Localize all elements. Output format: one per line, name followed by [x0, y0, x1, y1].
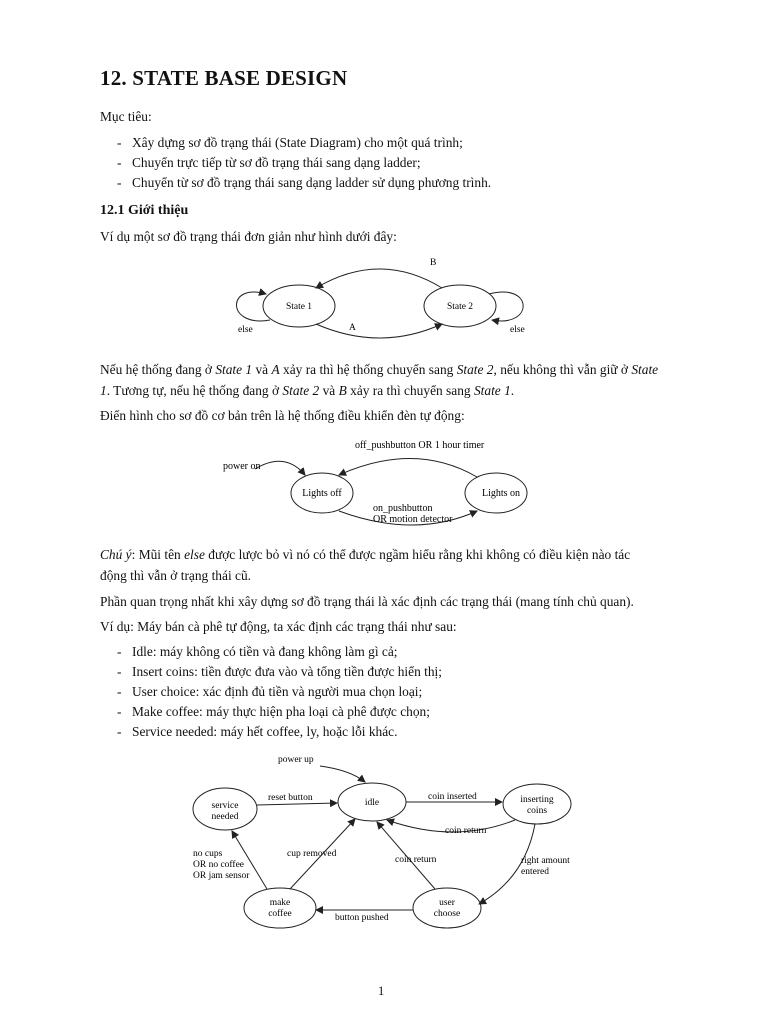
- states-list: [100, 642, 442, 742]
- list-item: - User choice: xác định đủ tiền và người mua chọn loại;: [117, 684, 423, 699]
- section-heading: 12.1 Giới thiệu: [100, 203, 189, 218]
- button-pushed-label: button pushed: [335, 913, 389, 923]
- no-cups-label-1: no cups: [193, 849, 223, 859]
- state1-label: State 1: [285, 302, 313, 312]
- list-item: - Insert coins: tiền được đưa vào và tổng tiền được hiển thị;: [117, 664, 442, 679]
- inserting-label-2: coins: [526, 806, 548, 816]
- chapter-title: 12. STATE BASE DESIGN: [100, 66, 348, 90]
- objectives-list: [100, 133, 491, 193]
- bottom-edge-label-1: on_pushbutton: [373, 503, 433, 514]
- edge-b: [316, 269, 442, 288]
- edge-a: [316, 324, 442, 338]
- else-left-label: else: [238, 325, 253, 335]
- user-label-2: choose: [433, 909, 461, 919]
- lights-intro-paragraph: Điển hình cho sơ đồ cơ bản trên là hệ thống điều khiển đèn tự động:: [100, 408, 465, 423]
- coin-inserted-label: coin inserted: [428, 792, 477, 802]
- edge-b-label: B: [430, 258, 437, 268]
- page-number: 1: [378, 984, 385, 998]
- no-cups-label-2: OR no coffee: [193, 860, 245, 870]
- list-item: - Service needed: máy hết coffee, ly, hoặc lỗi khác.: [117, 724, 398, 739]
- bottom-edge-label-2: OR motion detector: [373, 514, 453, 525]
- right-amount-label-2: entered: [521, 867, 549, 877]
- no-cups-label-3: OR jam sensor: [193, 871, 250, 881]
- reset-button-label: reset button: [268, 793, 313, 803]
- coin-return-label-1: coin return: [445, 826, 487, 836]
- coin-return-label-2: coin return: [395, 855, 437, 865]
- cup-removed-label: cup removed: [287, 849, 337, 859]
- list-item: - Chuyển từ sơ đồ trạng thái sang dạng ladder sử dụng phương trình.: [117, 175, 492, 190]
- self-loop-left: [236, 292, 270, 321]
- list-item: - Xây dựng sơ đồ trạng thái (State Diagram) cho một quá trình;: [117, 135, 463, 150]
- power-on-arrow: [255, 461, 305, 475]
- power-up-arrow: [320, 766, 365, 782]
- power-up-label: power up: [278, 755, 314, 765]
- lights-on-label: Lights on: [481, 488, 521, 499]
- lights-off-label: Lights off: [302, 488, 342, 499]
- reset-button-edge: [257, 803, 337, 805]
- inserting-label-1: inserting: [520, 795, 554, 805]
- coffee-machine-state-diagram: [185, 748, 585, 938]
- else-right-label: else: [510, 325, 525, 335]
- make-label-1: make: [269, 898, 291, 908]
- power-on-label: power on: [223, 461, 261, 472]
- list-item: - Make coffee: máy thực hiện pha loại cà phê được chọn;: [117, 704, 430, 719]
- state2-label: State 2: [446, 302, 474, 312]
- intro-paragraph: Ví dụ một sơ đồ trạng thái đơn giản như hình dưới đây:: [100, 229, 397, 244]
- self-loop-right: [489, 292, 523, 321]
- objectives-heading: Mục tiêu:: [100, 109, 152, 124]
- make-label-2: coffee: [268, 909, 292, 919]
- edge-a-label: A: [349, 323, 356, 333]
- note-paragraph: Chú ý: Mũi tên else được lược bỏ vì nó có thể được ngầm hiểu rằng khi không có điều kiện nào tác động thì vẫn ở trạng thái cũ.: [100, 547, 631, 583]
- example-paragraph: Ví dụ: Máy bán cà phê tự động, ta xác định các trạng thái như sau:: [100, 619, 457, 634]
- top-edge-label: off_pushbutton OR 1 hour timer: [355, 440, 485, 451]
- make-coffee-node: [244, 888, 316, 928]
- user-choose-node: [413, 888, 481, 928]
- list-item: - Idle: máy không có tiền và đang không làm gì cả;: [117, 644, 398, 659]
- edge-off-to-on-top: [339, 458, 477, 477]
- user-label-1: user: [439, 898, 455, 908]
- lights-state-diagram: [215, 435, 545, 530]
- service-label-1: service: [211, 801, 239, 811]
- importance-paragraph: Phần quan trọng nhất khi xây dựng sơ đồ trạng thái là xác định các trạng thái (mang tính chủ quan).: [100, 594, 634, 609]
- list-item: - Chuyển trực tiếp từ sơ đồ trạng thái sang dạng ladder;: [117, 155, 421, 170]
- idle-label: idle: [364, 798, 380, 808]
- right-amount-label-1: right amount: [521, 856, 570, 866]
- service-label-2: needed: [211, 812, 239, 822]
- state-explanation-paragraph: Nếu hệ thống đang ở State 1 và A xảy ra thì hệ thống chuyển sang State 2, nếu không thì vẫn giữ ở State 1. Tương tự, nếu hệ thống đang ở State 2 và B xảy ra thì chuyển sang State 1.: [100, 362, 659, 398]
- simple-state-diagram: [230, 252, 530, 342]
